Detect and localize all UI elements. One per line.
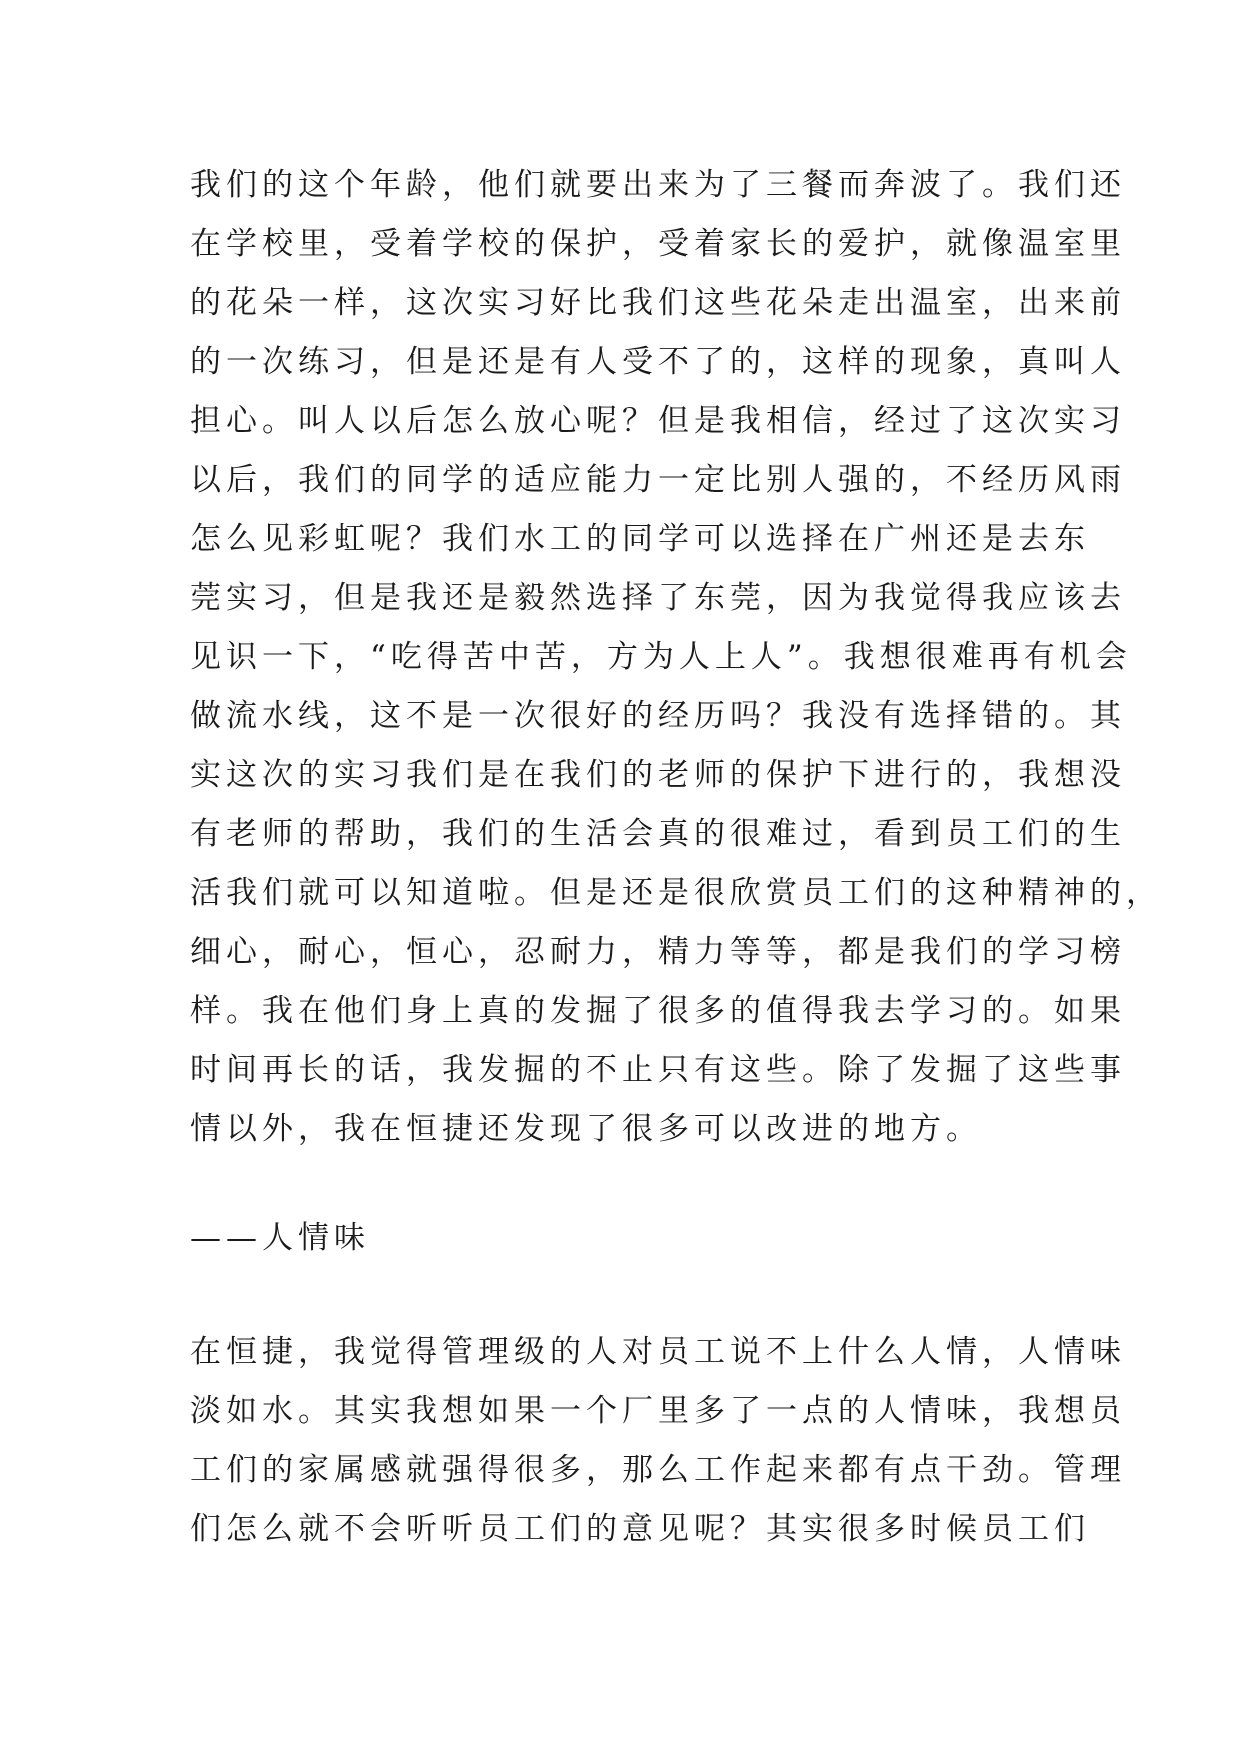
text-line: 做流水线，这不是一次很好的经历吗？我没有选择错的。其: [190, 698, 1126, 734]
text-line: 有老师的帮助，我们的生活会真的很难过，看到员工们的生: [190, 816, 1126, 852]
section-heading-text: ——人情味: [190, 1220, 370, 1256]
text-line: 的一次练习，但是还是有人受不了的，这样的现象，真叫人: [190, 344, 1126, 380]
body-paragraph-2: [190, 1323, 1126, 1559]
text-line: 时间再长的话，我发掘的不止只有这些。除了发掘了这些事: [190, 1052, 1126, 1088]
text-line: 工们的家属感就强得很多，那么工作起来都有点干劲。管理: [190, 1452, 1126, 1488]
text-line: 活我们就可以知道啦。但是还是很欣赏员工们的这种精神的，: [190, 875, 1162, 911]
body-paragraph-1: [190, 156, 1162, 1159]
text-line: 以后，我们的同学的适应能力一定比别人强的，不经历风雨: [190, 462, 1126, 498]
text-line: 淡如水。其实我想如果一个厂里多了一点的人情味，我想员: [190, 1393, 1126, 1429]
text-line: 在学校里，受着学校的保护，受着家长的爱护，就像温室里: [190, 226, 1126, 262]
text-line: 见识一下，“吃得苦中苦，方为人上人”。我想很难再有机会: [190, 639, 1132, 675]
text-line: 莞实习，但是我还是毅然选择了东莞，因为我觉得我应该去: [190, 580, 1126, 616]
text-line: 的花朵一样，这次实习好比我们这些花朵走出温室，出来前: [190, 285, 1126, 321]
text-line: 担心。叫人以后怎么放心呢？但是我相信，经过了这次实习: [190, 403, 1126, 439]
text-line: 细心，耐心，恒心，忍耐力，精力等等，都是我们的学习榜: [190, 934, 1126, 970]
section-heading: [190, 1209, 1070, 1268]
text-line: 样。我在他们身上真的发掘了很多的值得我去学习的。如果: [190, 993, 1126, 1029]
text-line: 实这次的实习我们是在我们的老师的保护下进行的，我想没: [190, 757, 1126, 793]
text-line: 怎么见彩虹呢？我们水工的同学可以选择在广州还是去东: [190, 521, 1090, 557]
text-line: 在恒捷，我觉得管理级的人对员工说不上什么人情，人情味: [190, 1334, 1126, 1370]
text-line: 我们的这个年龄，他们就要出来为了三餐而奔波了。我们还: [190, 167, 1126, 203]
text-line: 情以外，我在恒捷还发现了很多可以改进的地方。: [190, 1111, 982, 1147]
text-line: 们怎么就不会听听员工们的意见呢？其实很多时候员工们: [190, 1511, 1090, 1547]
